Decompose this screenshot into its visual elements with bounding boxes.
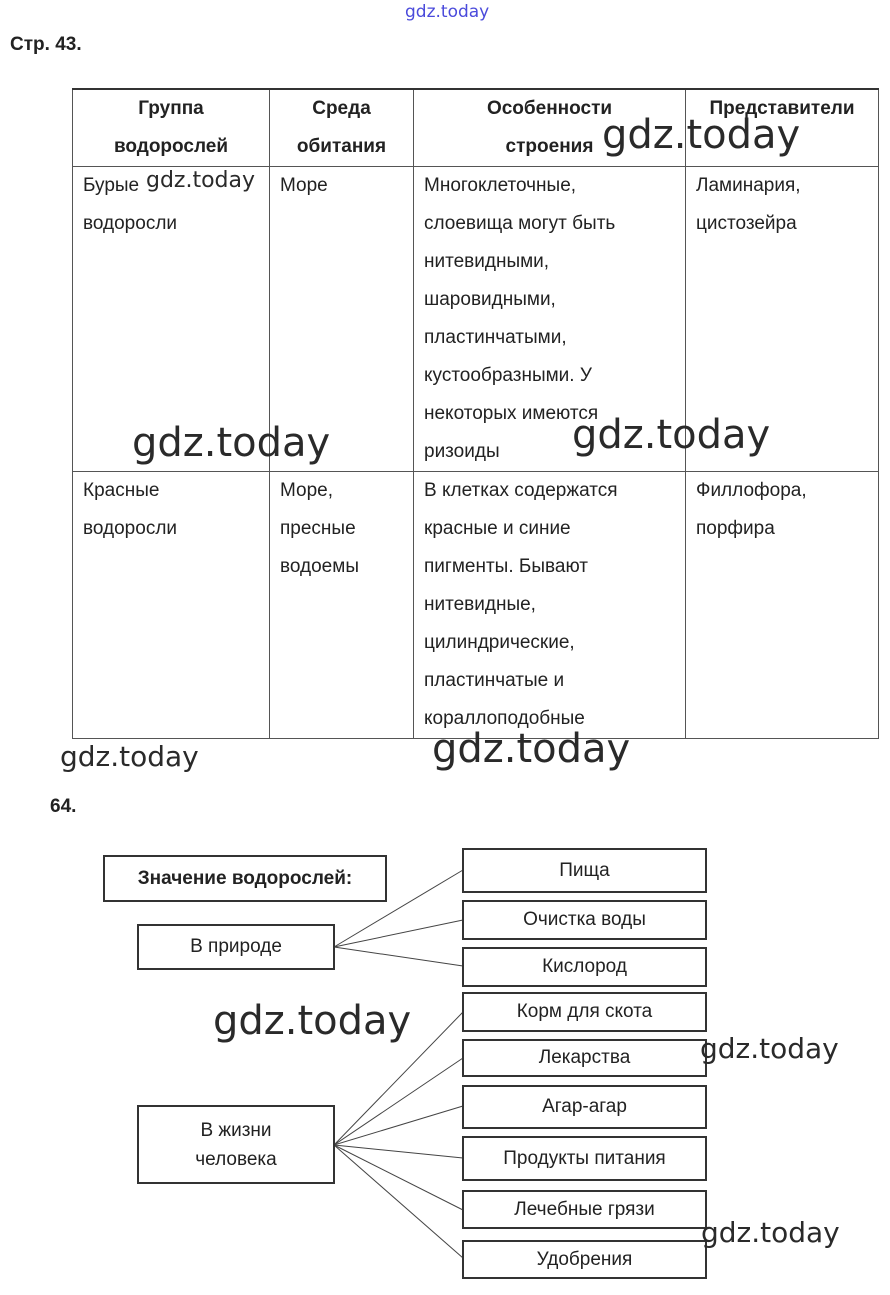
header-structure: Особенности строения <box>414 89 686 167</box>
nature-item-box: Пища <box>462 848 707 893</box>
human-item-box: Агар-агар <box>462 1085 707 1129</box>
table-cell: Филлофора, порфира <box>686 472 879 739</box>
watermark-text: gdz.today <box>700 1032 839 1065</box>
watermark-top: gdz.today <box>405 2 490 22</box>
human-item-box: Продукты питания <box>462 1136 707 1181</box>
connector-line <box>334 1145 463 1158</box>
nature-item-box: Очистка воды <box>462 900 707 940</box>
header-group: Группа водорослей <box>73 89 270 167</box>
table-cell: Ламинария, цистозейра <box>686 167 879 472</box>
connector-line <box>334 947 463 966</box>
watermark-text: gdz.today <box>60 740 199 773</box>
table-cell: Многоклеточные, слоевища могут быть нитевидными, шаровидными, пластинчатыми, кустообразными. У некоторых имеются ризоиды <box>414 167 686 472</box>
human-item-box: Лечебные грязи <box>462 1190 707 1229</box>
header-representatives: Представители <box>686 89 879 167</box>
exercise-number: 64. <box>50 796 77 817</box>
diagram-title-box: Значение водорослей: <box>103 855 387 902</box>
connector-line <box>334 1058 463 1145</box>
nature-item-box: Кислород <box>462 947 707 987</box>
watermark-text: gdz.today <box>572 412 771 458</box>
watermark-text: gdz.today <box>432 726 631 772</box>
watermark-text: gdz.today <box>213 998 412 1044</box>
human-item-box: Лекарства <box>462 1039 707 1077</box>
connector-line <box>334 1145 463 1210</box>
human-item-box: Корм для скота <box>462 992 707 1032</box>
table-cell: Красные водоросли <box>73 472 270 739</box>
header-habitat: Среда обитания <box>270 89 414 167</box>
watermark-text: gdz.today <box>146 168 256 193</box>
human-item-box: Удобрения <box>462 1240 707 1279</box>
nature-box: В природе <box>137 924 335 970</box>
table-cell: Море, пресные водоемы <box>270 472 414 739</box>
table-cell: В клетках содержатся красные и синие пигменты. Бывают нитевидные, цилиндрические, пластинчатые и кораллоподобные <box>414 472 686 739</box>
table-cell: Море <box>270 167 414 472</box>
page-heading: Стр. 43. <box>10 34 82 55</box>
watermark-text: gdz.today <box>132 420 331 466</box>
watermark-text: gdz.today <box>701 1216 840 1249</box>
watermark-text: gdz.today <box>602 112 801 158</box>
table-cell: Бурые водоросли <box>73 167 270 472</box>
connector-line <box>334 1145 463 1258</box>
connector-line <box>334 920 463 947</box>
human-life-box: В жизни человека <box>137 1105 335 1184</box>
